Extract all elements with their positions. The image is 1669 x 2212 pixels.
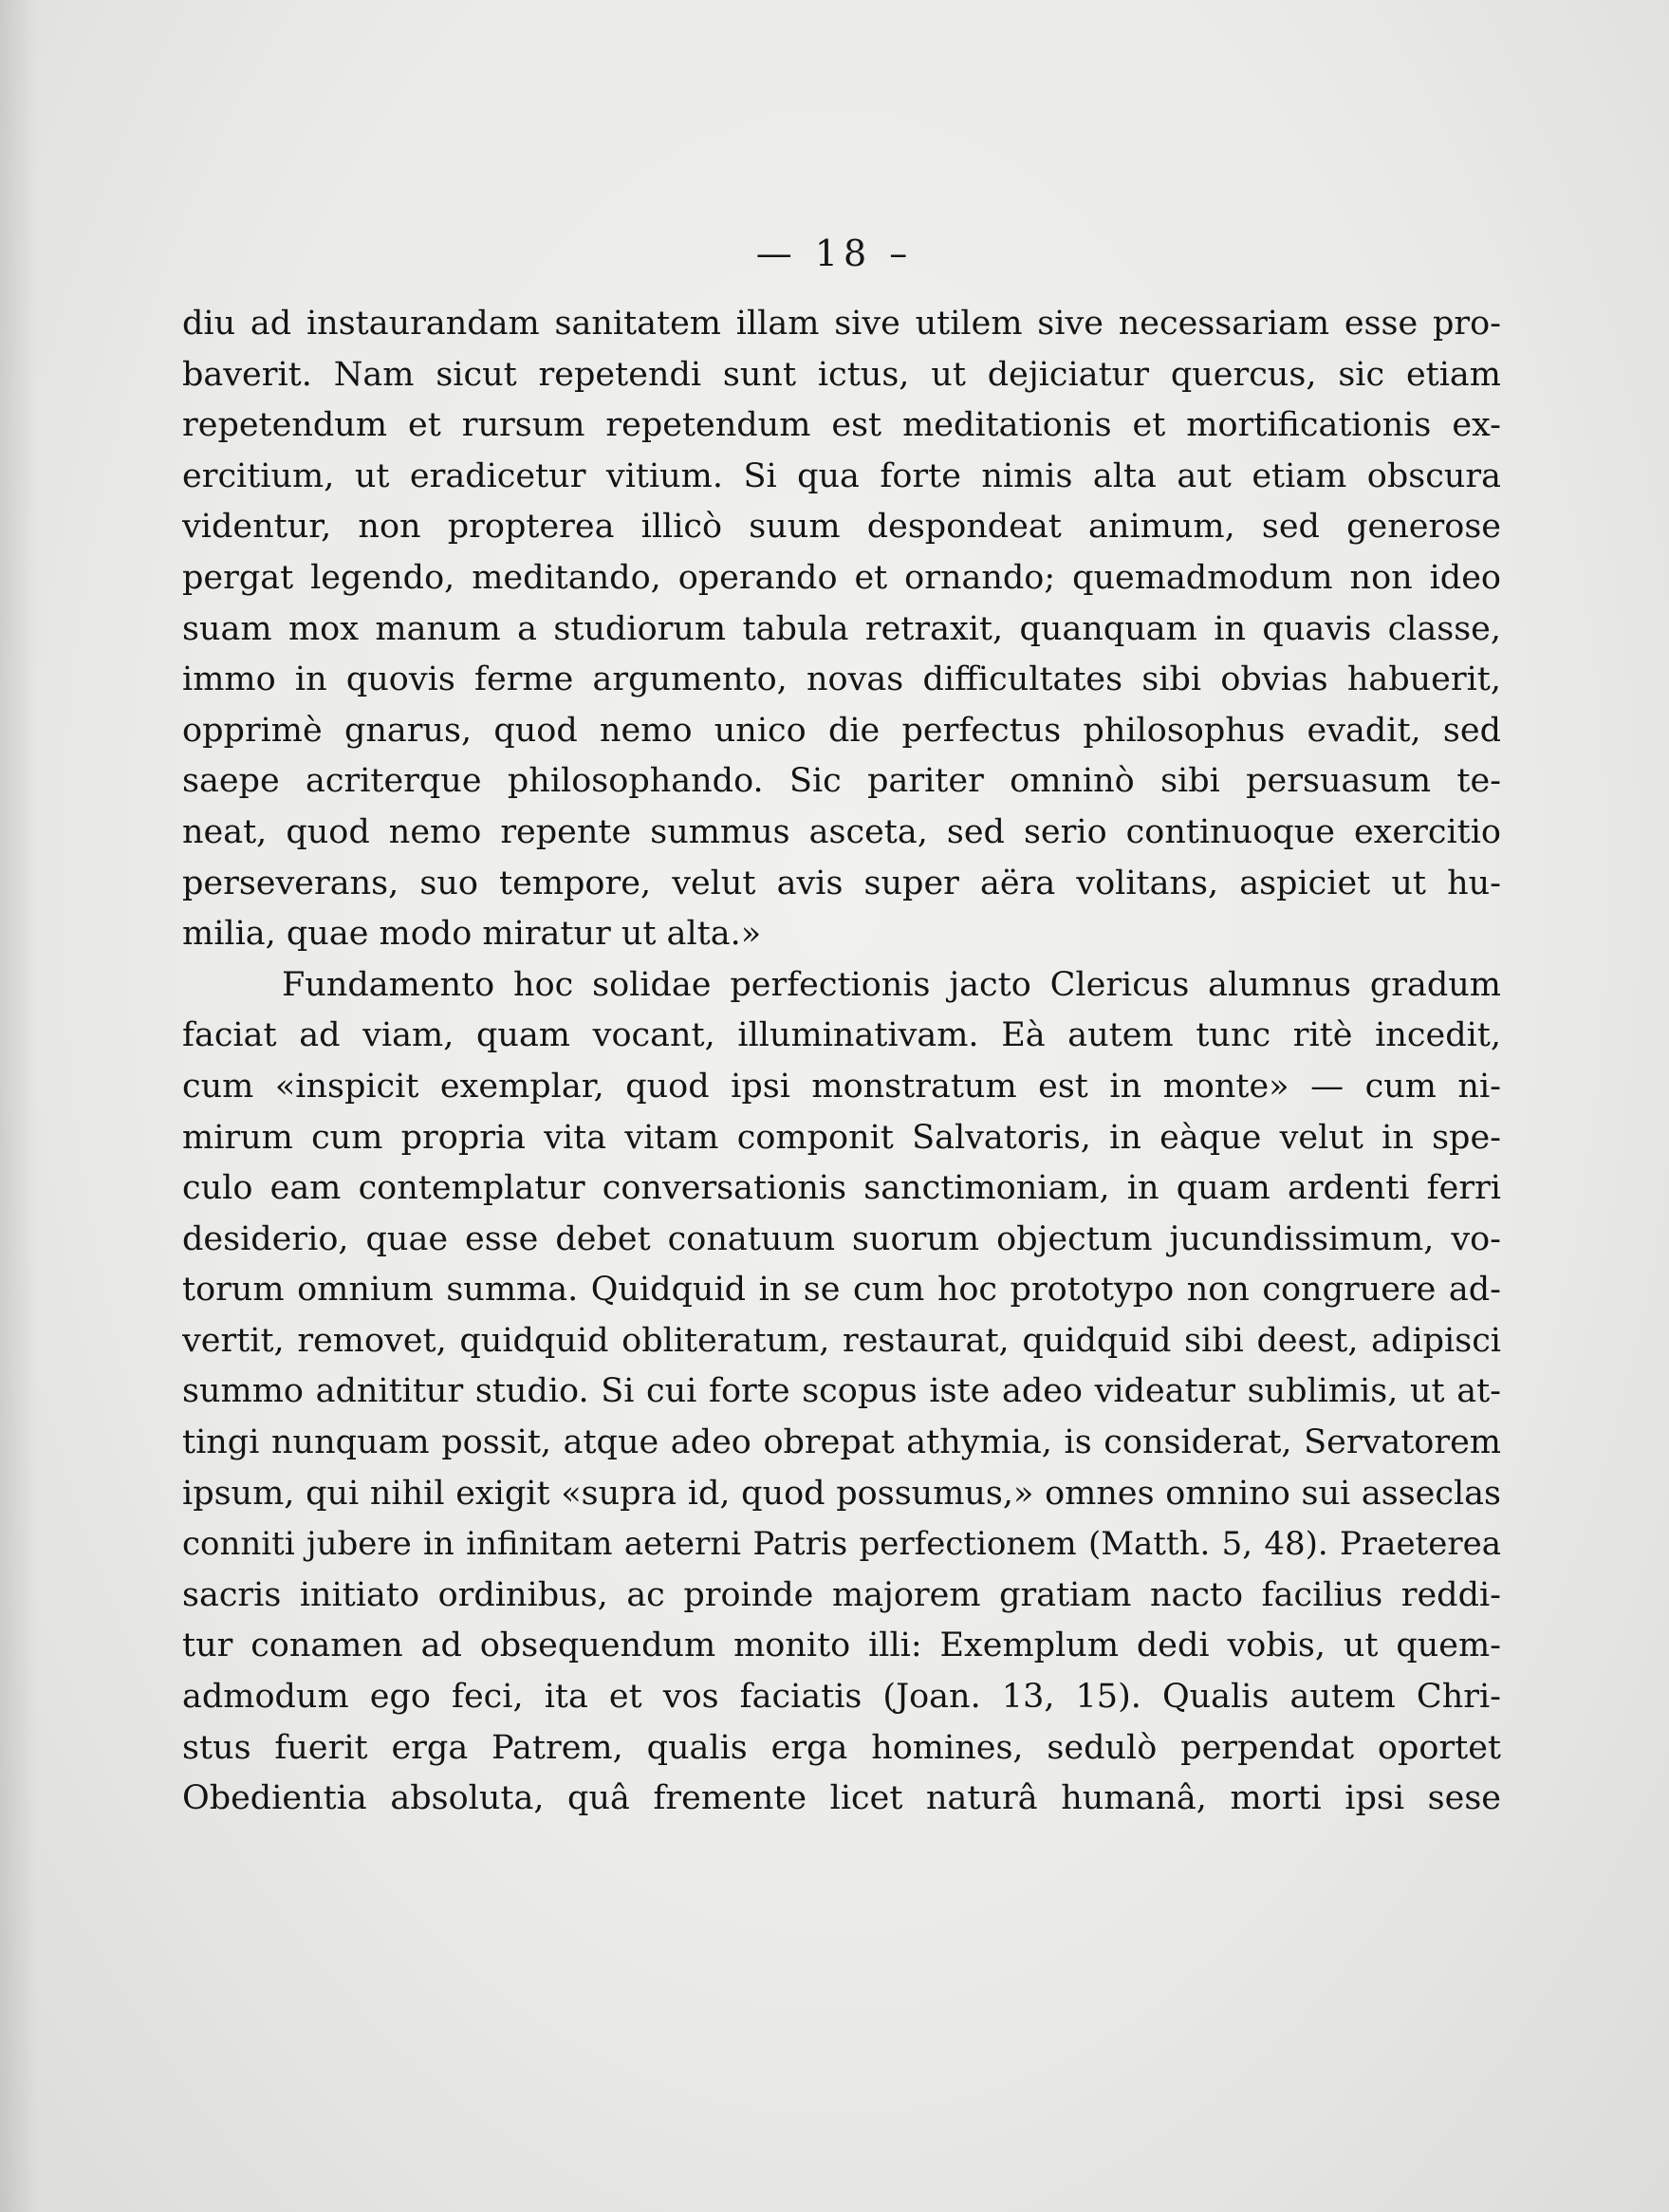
text-line: videntur, non propterea illicò suum despondeat animum, sed generose	[182, 508, 1501, 547]
text-line: suam mox manum a studiorum tabula retraxit, quanquam in quavis classe,	[182, 609, 1501, 648]
text-line: diu ad instaurandam sanitatem illam sive utilem sive necessariam esse pro-	[182, 305, 1501, 343]
text-line: vertit, removet, quidquid obliteratum, restaurat, quidquid sibi deest, adipisci	[182, 1321, 1501, 1360]
text-line: summo adnititur studio. Si cui forte scopus iste adeo videatur sublimis, ut at-	[182, 1372, 1501, 1411]
text-line: pergat legendo, meditando, operando et ornando; quemadmodum non ideo	[182, 558, 1501, 597]
body-text	[182, 299, 1501, 1825]
text-line: mirum cum propria vita vitam componit Salvatoris, in eàque velut in spe-	[182, 1118, 1501, 1157]
text-line: ercitium, ut eradicetur vitium. Si qua forte nimis alta aut etiam obscura	[182, 456, 1501, 495]
text-line: cum «inspicit exemplar, quod ipsi monstratum est in monte» — cum ni-	[182, 1067, 1501, 1106]
text-line: torum omnium summa. Quidquid in se cum hoc prototypo non congruere ad-	[182, 1271, 1501, 1310]
text-line: saepe acriterque philosophando. Sic pariter omninò sibi persuasum te-	[182, 762, 1501, 801]
text-line: immo in quovis ferme argumento, novas difficultates sibi obvias habuerit,	[182, 660, 1501, 699]
text-line: Fundamento hoc solidae perfectionis jacto Clericus alumnus gradum	[282, 965, 1501, 1004]
text-line: faciat ad viam, quam vocant, illuminativam. Eà autem tunc ritè incedit,	[182, 1016, 1501, 1055]
text-line: baverit. Nam sicut repetendi sunt ictus, ut dejiciatur quercus, sic etiam	[182, 355, 1501, 394]
text-line: culo eam contemplatur conversationis sanctimoniam, in quam ardenti ferri	[182, 1169, 1501, 1208]
text-line: stus fuerit erga Patrem, qualis erga homines, sedulò perpendat oportet	[182, 1728, 1501, 1767]
page-number: — 18 –	[755, 232, 914, 274]
text-line: sacris initiato ordinibus, ac proinde majorem gratiam nacto facilius reddi-	[182, 1575, 1501, 1614]
text-line: Obedientia absoluta, quâ fremente licet naturâ humanâ, morti ipsi sese	[182, 1779, 1501, 1818]
paragraph-1	[182, 299, 1501, 960]
text-line: ipsum, qui nihil exigit «supra id, quod possumus,» omnes omnino sui asseclas	[182, 1474, 1501, 1513]
text-line: tingi nunquam possit, atque adeo obrepat athymia, is considerat, Servatorem	[182, 1423, 1501, 1462]
text-line: desiderio, quae esse debet conatuum suorum objectum jucundissimum, vo-	[182, 1219, 1501, 1258]
page-shadow	[0, 0, 38, 2212]
text-line: milia, quae modo miratur ut alta.»	[182, 915, 762, 954]
text-line: repetendum et rursum repetendum est meditationis et mortificationis ex-	[182, 406, 1501, 445]
text-line: tur conamen ad obsequendum monito illi: Exemplum dedi vobis, ut quem-	[182, 1626, 1501, 1665]
paragraph-2	[182, 960, 1501, 1825]
text-line: perseverans, suo tempore, velut avis super aëra volitans, aspiciet ut hu-	[182, 864, 1501, 902]
text-line: opprimè gnarus, quod nemo unico die perfectus philosophus evadit, sed	[182, 711, 1501, 750]
text-line: neat, quod nemo repente summus asceta, sed serio continuoque exercitio	[182, 812, 1501, 851]
text-line: admodum ego feci, ita et vos faciatis (Joan. 13, 15). Qualis autem Chri-	[182, 1678, 1501, 1717]
text-line: conniti jubere in infinitam aeterni Patris perfectionem (Matth. 5, 48). Praeterea	[182, 1525, 1501, 1564]
